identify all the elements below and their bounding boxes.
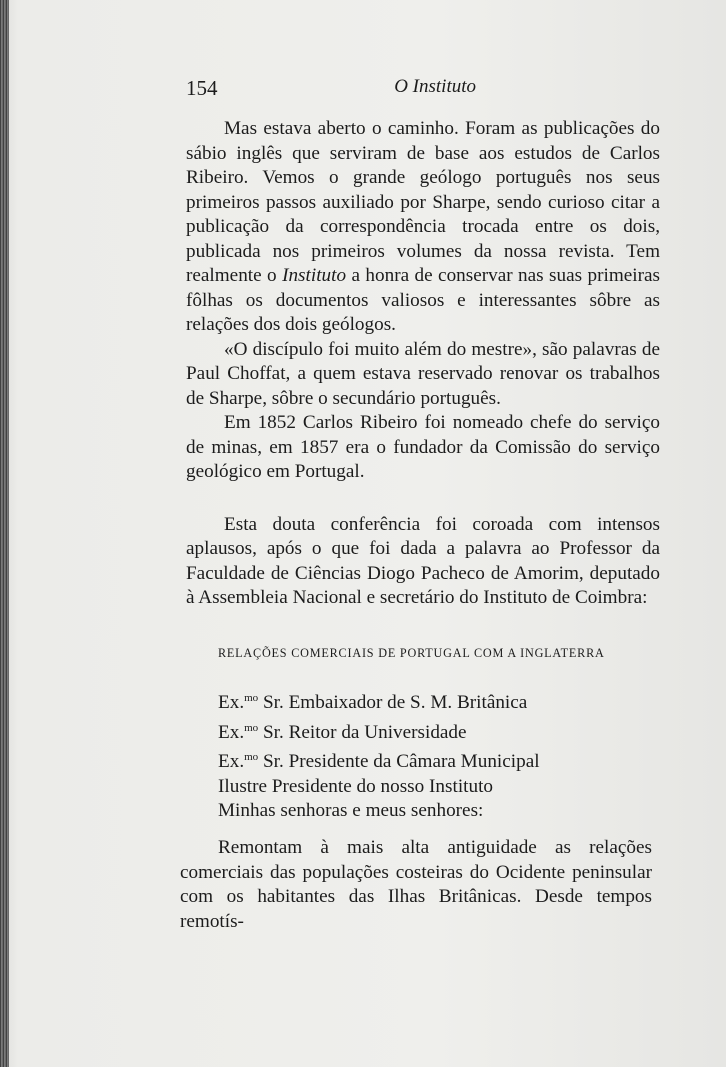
salutation-line: Ilustre Presidente do nosso Instituto [218, 775, 493, 797]
paragraph-2: «O discípulo foi muito além do mestre», são palavras de Paul Choffat, a quem estava reservado renovar os trabalhos de Sharpe, sôbre o secundário português. [186, 338, 660, 409]
paragraph-1: Mas estava aberto o caminho. Foram as publicações do sábio inglês que serviram de base aos estudos de Carlos Ribeiro. Vemos o grande geólogo português nos seus primeiros passos auxiliado por Sharpe, sendo curioso citar a publicação da correspondência trocada entre os dois, publicada nos primeiros volumes da nossa revista. Tem realmente o Instituto a honra de conservar nas suas primeiras fôlhas os documentos valiosos e interessantes sôbre as relações dos dois geólogos. [186, 118, 660, 335]
salutation-line: Minhas senhoras e meus senhores: [218, 800, 484, 821]
section-heading: RELAÇÕES COMERCIAIS DE PORTUGAL COM A INGLATERRA [218, 646, 605, 660]
paragraph-3: Em 1852 Carlos Ribeiro foi nomeado chefe do serviço de minas, em 1857 era o fundador da Comissão do serviço geológico em Portugal. [186, 412, 660, 482]
salutation-line: Ex.$^{mo}$ Sr. Embaixador de S. M. Britânica [218, 692, 528, 713]
paragraph-4: Esta douta conferência foi coroada com intensos aplausos, após o que foi dada a palavra ao Professor da Faculdade de Ciências Diogo Pacheco de Amorim, deputado à Assembleia Nacional e secretário do Instituto de Coimbra: [186, 513, 660, 608]
spacer [186, 485, 660, 513]
journal-title-italic: Instituto [282, 265, 347, 286]
paragraph-5: Remontam à mais alta antiguidade as relações comerciais das populações costeiras do Ocidente peninsular com os habitantes das Ilhas Britânicas. Desde tempos remotís- [180, 837, 652, 932]
body-text [186, 117, 660, 611]
page-header [186, 76, 476, 102]
salutation-line: Ex.$^{mo}$ Sr. Presidente da Câmara Municipal [218, 751, 540, 772]
closing-text [180, 836, 652, 934]
book-spine-edge [0, 0, 9, 1067]
salutation-block [218, 686, 658, 824]
page-number: 154 [186, 76, 218, 100]
salutation-line: Ex.$^{mo}$ Sr. Reitor da Universidade [218, 721, 467, 743]
running-title: O Instituto [394, 76, 476, 97]
